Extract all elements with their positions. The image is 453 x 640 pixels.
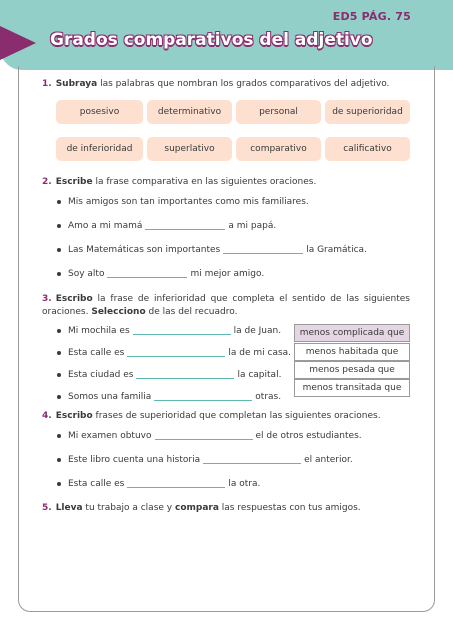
answer-blank[interactable] [145, 220, 225, 230]
instruction-verb: Escribe [55, 177, 93, 187]
sentence [68, 347, 291, 359]
question-number: 2. [42, 177, 52, 187]
instruction-text-2: de las del recuadro. [145, 307, 238, 317]
word-chip[interactable]: de inferioridad [56, 137, 143, 161]
question-number: 4. [42, 411, 52, 421]
bullet-icon [57, 248, 61, 252]
sentence-end: la Gramática. [306, 245, 367, 255]
bullet-icon [57, 224, 61, 228]
sentence-start: Esta calle es [68, 348, 125, 358]
sentence-start: Esta calle es [68, 479, 125, 489]
title-flag-marker [0, 26, 36, 60]
bullet-icon [57, 458, 61, 462]
option-box[interactable]: menos pesada que [294, 361, 410, 379]
instruction-text: frases de superioridad que completan las siguientes oraciones. [92, 411, 381, 421]
question-number: 3. [42, 294, 52, 304]
instruction-text: tu trabajo a clase y [82, 503, 175, 513]
word-chip[interactable]: de superioridad [325, 100, 410, 124]
sentence-end: el de otros estudiantes. [255, 431, 362, 441]
bullet-icon [57, 351, 61, 355]
answer-blank[interactable] [155, 430, 253, 440]
option-box-selected[interactable]: menos complicada que [294, 324, 410, 342]
sentence-end: la de mi casa. [228, 348, 292, 358]
bullet-icon [57, 272, 61, 276]
sentence-end: la otra. [228, 479, 261, 489]
sentence-end: otras. [255, 392, 282, 402]
bullet-icon [57, 373, 61, 377]
bullet-icon [57, 200, 61, 204]
answer-blank[interactable] [127, 478, 225, 488]
page-title: Grados comparativos del adjetivo [50, 30, 373, 50]
sentence-start: Las Matemáticas son importantes [68, 245, 221, 255]
sentence [68, 454, 353, 466]
word-chip[interactable]: calificativo [325, 137, 410, 161]
instruction-text-2: las respuestas con tus amigos. [218, 503, 361, 513]
question-3-instruction [42, 293, 410, 319]
instruction-verb-2: Selecciono [91, 307, 146, 317]
option-box[interactable]: menos transitada que [294, 379, 410, 397]
sentence [68, 430, 362, 442]
sentence-end: el anterior. [304, 455, 353, 465]
answer-blank[interactable] [154, 391, 252, 401]
question-4-instruction [42, 410, 381, 423]
question-1-instruction [42, 78, 389, 91]
bullet-icon [57, 482, 61, 486]
instruction-text: la frase de inferioridad que completa el sentido de las siguientes oraciones. [42, 294, 410, 317]
answer-blank[interactable] [223, 244, 303, 254]
answer-blank[interactable] [133, 325, 231, 335]
question-5-instruction [42, 502, 361, 515]
instruction-text: la frase comparativa en las siguientes oraciones. [92, 177, 317, 187]
question-number: 1. [42, 79, 52, 89]
bullet-icon [57, 329, 61, 333]
instruction-verb: Subraya [55, 79, 98, 89]
sentence-end: a mi papá. [228, 221, 277, 231]
word-chip[interactable]: posesivo [56, 100, 143, 124]
sentence-start: Soy alto [68, 269, 105, 279]
sentence [68, 325, 281, 337]
bullet-icon [57, 434, 61, 438]
sentence [68, 391, 281, 403]
sentence-end: mi mejor amigo. [190, 269, 265, 279]
instruction-verb: Lleva [55, 503, 83, 513]
sentence [68, 478, 260, 490]
sentence [68, 268, 264, 280]
word-chip[interactable]: superlativo [147, 137, 232, 161]
sentence-start: Este libro cuenta una historia [68, 455, 201, 465]
sentence-start: Somos una familia [68, 392, 152, 402]
instruction-verb: Escribo [55, 294, 93, 304]
answer-blank[interactable] [127, 347, 225, 357]
sentence [68, 244, 367, 256]
instruction-verb: Escribo [55, 411, 93, 421]
instruction-text: las palabras que nombran los grados comparativos del adjetivo. [97, 79, 390, 89]
question-number: 5. [42, 503, 52, 513]
sentence [68, 369, 281, 381]
sentence-start: Mi mochila es [68, 326, 130, 336]
sentence-start: Esta ciudad es [68, 370, 134, 380]
answer-blank[interactable] [203, 454, 301, 464]
option-box[interactable]: menos habitada que [294, 343, 410, 361]
word-chip[interactable]: determinativo [147, 100, 232, 124]
sentence-start: Amo a mi mamá [68, 221, 143, 231]
sentence: Mis amigos son tan importantes como mis familiares. [68, 197, 309, 207]
sentence-end: la capital. [237, 370, 282, 380]
answer-blank[interactable] [136, 369, 234, 379]
word-chip[interactable]: comparativo [236, 137, 321, 161]
bullet-icon [57, 395, 61, 399]
answer-blank[interactable] [107, 268, 187, 278]
question-2-instruction [42, 176, 316, 189]
word-chip[interactable]: personal [236, 100, 321, 124]
page-reference: ED5 PÁG. 75 [332, 10, 411, 23]
sentence-start: Mi examen obtuvo [68, 431, 152, 441]
sentence [68, 220, 276, 232]
instruction-verb-2: compara [174, 503, 219, 513]
sentence-end: la de Juan. [233, 326, 282, 336]
